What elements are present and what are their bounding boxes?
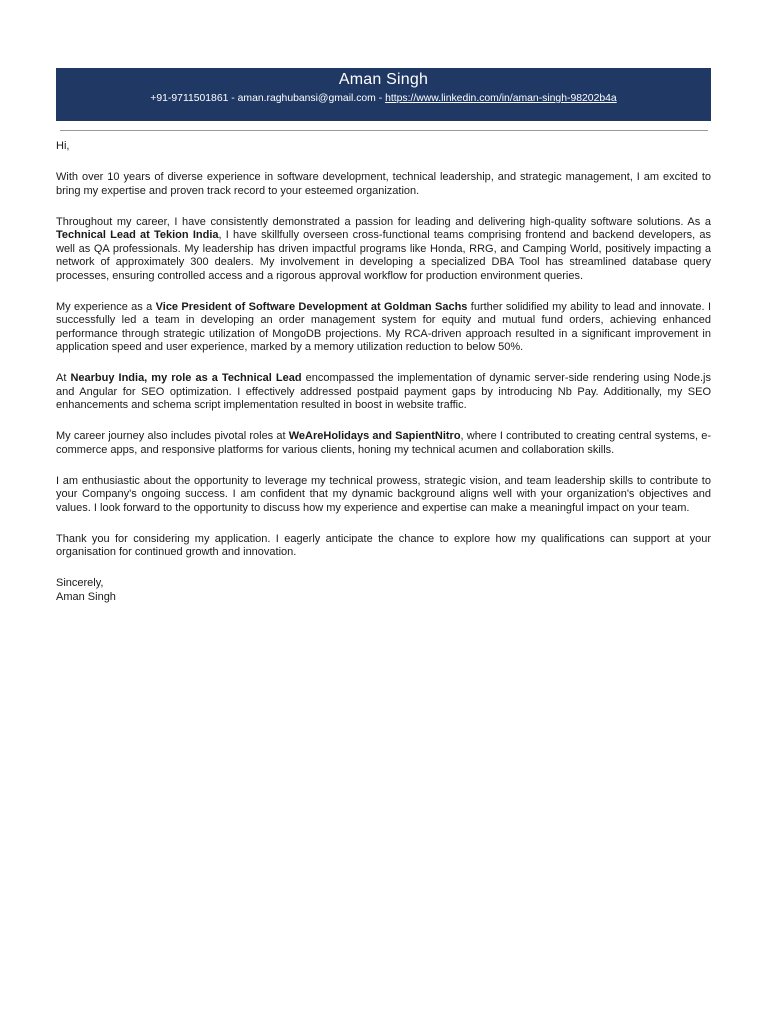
paragraph-enthusiasm: I am enthusiastic about the opportunity to leverage my technical prowess, strategic vision, and team leadership skills to contribute to your Company's ongoing success. I am confident that my dynamic background aligns well with your organization's objectives and values. I look forward to the opportunity to discuss how my experience and expertise can make a meaningful impact on your team.: [56, 474, 711, 514]
paragraph-text: , I have skillfully overseen cross-functional teams comprising frontend and backend developers, as well as QA professionals. My leadership has driven impactful programs like Honda, RRG, and Camping World, positively impacting a network of approximately 300 dealers. My involvement in developing a specialized DBA Tool has streamlined database query processes, ensuring controlled access and a rigorous approval workflow for production environment queries.: [56, 229, 712, 282]
paragraph-thanks: Thank you for considering my application. I eagerly anticipate the chance to explore how my qualifications can support at your organisation for continued growth and innovation.: [56, 532, 711, 558]
emphasis-text: WeAreHolidays and SapientNitro: [288, 430, 461, 442]
paragraph-nearbuy: [56, 372, 711, 413]
linkedin-link[interactable]: https://www.linkedin.com/in/aman-singh-98202b4a: [385, 93, 617, 104]
paragraph-text: further solidified my ability to lead and innovate. I successfully led a team in developing an order management system for equity and mutual fund orders, achieving enhanced performance through strategic utilization of MongoDB projections. My RCA-driven approach resulted in a significant improvement in application speed and user experience, marked by a memory utilization reduction to below 50%.: [56, 300, 711, 353]
paragraph-intro: With over 10 years of diverse experience in software development, technical leadership, and strategic management, I am excited to bring my expertise and proven track record to your esteemed organization.: [56, 171, 711, 197]
emphasis-text: Technical Lead at Tekion India: [56, 229, 219, 241]
paragraph-text: , where I contributed to creating central systems, e-commerce apps, and responsive platforms for various clients, honing my technical acumen and collaboration skills.: [56, 430, 711, 456]
divider: [60, 130, 708, 131]
paragraph-text: At: [56, 372, 71, 384]
paragraph-text: Throughout my career, I have consistently demonstrated a passion for leading and delivering high-quality software solutions. As a: [56, 215, 711, 228]
emphasis-text: Vice President of Software Development at Goldman Sachs: [155, 300, 468, 313]
header-banner: [56, 68, 711, 121]
letter-body: [56, 140, 711, 604]
phone-number: +91-9711501861: [150, 93, 229, 104]
paragraph-tekion: [56, 216, 711, 284]
paragraph-text: My experience as a: [56, 300, 156, 313]
contact-line: [56, 92, 711, 106]
paragraph-text: encompassed the implementation of dynamic server-side rendering using Node.js and Angular for SEO optimization. I effectively addressed postpaid payment gaps by introducing Nb Pay. Additionally, my SEO enhancements and schema script implementation resulted in boost in website traffic.: [56, 372, 711, 411]
emphasis-text: Nearbuy India, my role as a Technical Lead: [70, 372, 302, 384]
paragraph-career: [56, 430, 711, 457]
paragraph-text: My career journey also includes pivotal roles at: [56, 430, 289, 442]
separator: -: [228, 93, 238, 104]
closing: Sincerely,: [56, 577, 104, 589]
applicant-name: Aman Singh: [338, 71, 429, 88]
greeting: Hi,: [56, 140, 70, 152]
paragraph-goldman: [56, 301, 711, 355]
separator: -: [375, 93, 386, 104]
email-address: aman.raghubansi@gmail.com: [237, 93, 376, 104]
signature: Aman Singh: [56, 590, 116, 603]
